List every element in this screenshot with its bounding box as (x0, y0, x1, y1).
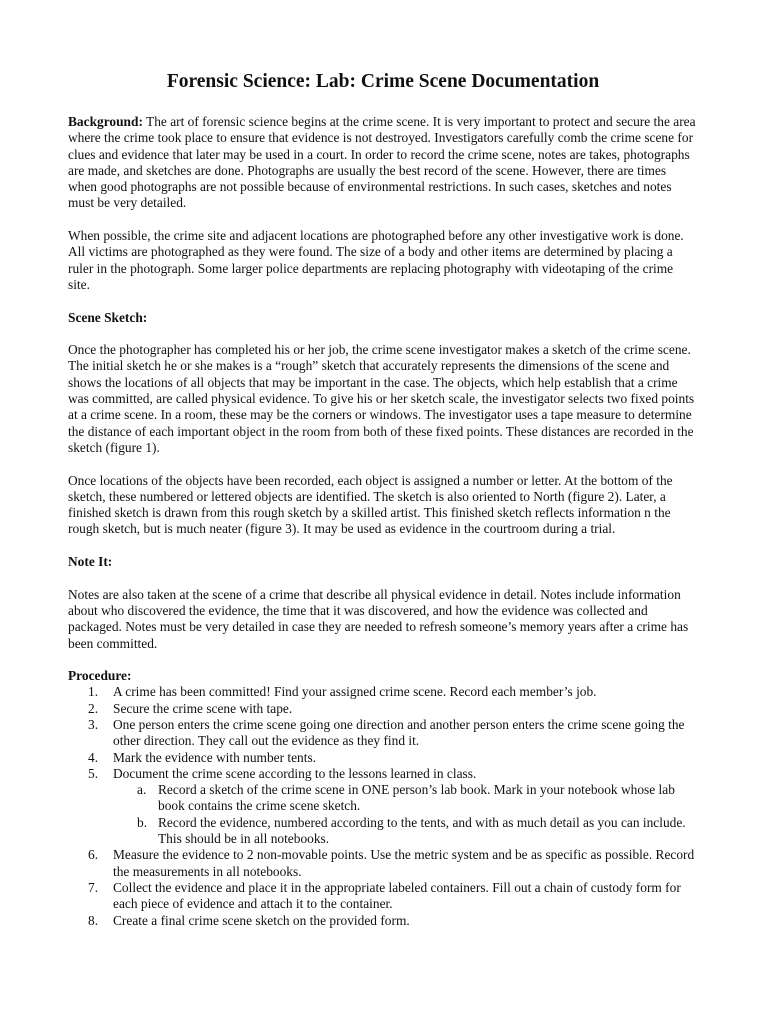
background-paragraph (68, 114, 698, 212)
procedure-step (68, 717, 698, 750)
sub-step-text: Record the evidence, numbered according to the tents, and with as much detail as you can include. This should be in all notebooks. (158, 814, 686, 847)
procedure-sub-step (113, 782, 698, 815)
note-it-heading: Note It: (68, 554, 113, 570)
sub-step-text: Record a sketch of the crime scene in ONE person’s lab book. Mark in your notebook whose lab book contains the crime scene sketch. (158, 782, 675, 814)
step-number: 4. (88, 749, 99, 765)
step-number: 5. (88, 765, 99, 781)
procedure-step (68, 750, 698, 766)
page-title: Forensic Science: Lab: Crime Scene Documentation (166, 71, 600, 92)
step-number: 1. (88, 684, 99, 700)
procedure-step (68, 847, 698, 880)
step-number: 7. (88, 879, 99, 895)
step-text: Mark the evidence with number tents. (113, 749, 317, 765)
step-text: Document the crime scene according to the lessons learned in class. (113, 765, 477, 781)
step-text: A crime has been committed! Find your assigned crime scene. Record each member’s job. (113, 684, 597, 700)
document-page (68, 70, 698, 929)
step-text: Collect the evidence and place it in the appropriate labeled containers. Fill out a chain of custody form for each piece of evidence and attach it to the container. (113, 879, 681, 912)
step-text: Create a final crime scene sketch on the provided form. (113, 912, 410, 928)
background-label: Background: (68, 114, 143, 129)
photography-paragraph: When possible, the crime site and adjacent locations are photographed before any other investigative work is done. All victims are photographed as they were found. The size of a body and other items are determined by placing a ruler in the photograph. Some larger police departments are replacing photography with videotaping of the crime site. (68, 228, 684, 292)
procedure-step (68, 766, 698, 847)
step-text: Secure the crime scene with tape. (113, 700, 293, 716)
background-text: The art of forensic science begins at the crime scene. It is very important to protect and secure the area where the crime took place to ensure that evidence is not destroyed. Investigators carefully comb the crime scene for clues and evidence that later may be used in a court. In order to record the crime scene, notes are takes, photographs are made, and sketches are done. Photographs are usually the best record of the scene. However, there are times when good photographs are not possible because of environmental restrictions. In such cases, sketches and notes must be very detailed. (68, 114, 696, 211)
procedure-sub-step (113, 815, 698, 848)
step-number: 2. (88, 700, 99, 716)
procedure-step (68, 684, 698, 700)
scene-sketch-heading: Scene Sketch: (68, 309, 148, 325)
step-number: 6. (88, 847, 99, 863)
procedure-heading: Procedure: (68, 668, 132, 684)
note-it-paragraph: Notes are also taken at the scene of a crime that describe all physical evidence in detail. Notes include information about who discovered the evidence, the time that it was discovered, and how the evidence was collected and packaged. Notes must be very detailed in case they are needed to refresh someone’s memory years after a crime has been committed. (68, 586, 689, 651)
sub-step-letter: a. (137, 782, 147, 798)
procedure-list (68, 684, 698, 928)
procedure-step (68, 913, 698, 929)
scene-sketch-paragraph-2: Once locations of the objects have been recorded, each object is assigned a number or letter. At the bottom of the sketch, these numbered or lettered objects are identified. The sketch is also oriented to North (figure 2). Later, a finished sketch is drawn from this rough sketch by a skilled artist. This finished sketch reflects information n the rough sketch, but is much neater (figure 3). It may be used as evidence in the courtroom during a trial. (68, 472, 673, 537)
step-number: 8. (88, 912, 99, 928)
procedure-sub-list (113, 782, 698, 847)
step-text: One person enters the crime scene going one direction and another person enters the crime scene going the other direction. They call out the evidence as they find it. (113, 716, 685, 749)
sub-step-letter: b. (137, 814, 148, 830)
step-text: Measure the evidence to 2 non-movable points. Use the metric system and be as specific as possible. Record the measurements in all notebooks. (113, 847, 695, 879)
scene-sketch-paragraph-1: Once the photographer has completed his or her job, the crime scene investigator makes a sketch of the crime scene. The initial sketch he or she makes is a “rough” sketch that accurately represents the dimensions of the scene and shows the locations of all objects that may be important in the case. The objects, which help establish that a crime was committed, are called physical evidence. To give his or her sketch scale, the investigator selects two fixed points at a crime scene. In a room, these may be the corners or windows. The investigator uses a tape measure to determine the distance of each important object in the room from both of these fixed points. These distances are recorded in the sketch (figure 1). (68, 342, 695, 455)
procedure-step (68, 701, 698, 717)
step-number: 3. (88, 716, 99, 732)
procedure-step (68, 880, 698, 913)
